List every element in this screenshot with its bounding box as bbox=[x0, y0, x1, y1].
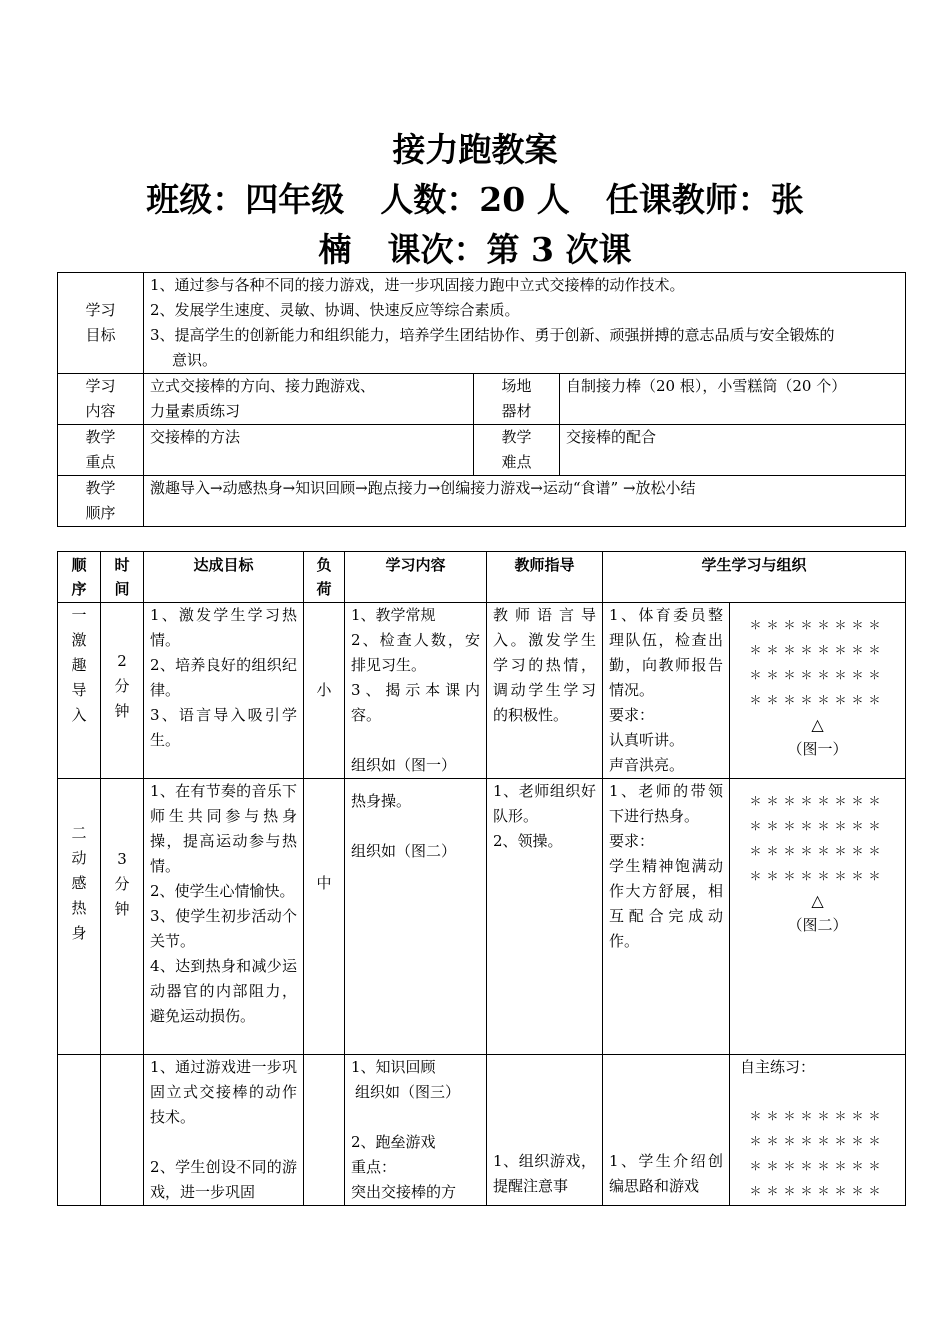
student-formation-row: ＊＊＊＊＊＊＊＊ bbox=[749, 693, 886, 707]
content-row bbox=[58, 374, 906, 425]
order-char: 动 bbox=[71, 849, 87, 867]
row-load bbox=[304, 1055, 345, 1206]
focus-text: 交接棒的方法 bbox=[144, 425, 474, 476]
order-text: 激趣导入→动感热身→知识回顾→跑点接力→创编接力游戏→运动“食谱” →放松小结 bbox=[144, 476, 906, 527]
header-line: 间 bbox=[114, 580, 130, 598]
equip-label bbox=[474, 374, 560, 425]
student-formation-row: ＊＊＊＊＊＊＊＊ bbox=[749, 1109, 886, 1123]
header-time bbox=[101, 552, 144, 603]
header-line: 荷 bbox=[316, 580, 332, 598]
goal-item: 1、在有节奏的音乐下师生共同参与热身操，提高运动参与热情。 bbox=[150, 782, 297, 875]
row-order bbox=[58, 603, 101, 779]
order-char: 导 bbox=[71, 681, 87, 699]
header-content: 学习内容 bbox=[345, 552, 487, 603]
content-item: 组织如（图三） bbox=[355, 1083, 461, 1101]
label-line: 学习 bbox=[85, 377, 116, 395]
teacher-name: 任课教师：张 bbox=[605, 180, 804, 219]
student-formation-row: ＊＊＊＊＊＊＊＊ bbox=[749, 643, 886, 657]
guide-item: 1、老师组织好队形。 bbox=[493, 782, 596, 825]
student-formation-row: ＊＊＊＊＊＊＊＊ bbox=[749, 794, 886, 808]
row-order bbox=[58, 1055, 101, 1206]
label-line: 教学 bbox=[501, 428, 532, 446]
header-guide: 教师指导 bbox=[487, 552, 603, 603]
row-load: 中 bbox=[304, 779, 345, 1055]
header-student: 学生学习与组织 bbox=[603, 552, 906, 603]
row-content bbox=[345, 779, 487, 1055]
header-order bbox=[58, 552, 101, 603]
lesson-plan-table bbox=[57, 551, 906, 1206]
content-item: 突出交接棒的方 bbox=[351, 1183, 457, 1201]
order-char: 一 bbox=[71, 606, 87, 624]
goal-item: 2、发展学生速度、灵敏、协调、快速反应等综合素质。 bbox=[150, 301, 520, 319]
order-char: 激 bbox=[71, 631, 87, 649]
label-line: 重点 bbox=[85, 453, 116, 471]
focus-label bbox=[58, 425, 144, 476]
order-char: 二 bbox=[71, 824, 87, 842]
figure-spacer bbox=[736, 1080, 899, 1104]
goal-item: 3、提高学生的创新能力和组织能力，培养学生团结协作、勇于创新、顽强拼搏的意志品质与安全锻炼的 bbox=[150, 326, 835, 344]
header-line: 时 bbox=[114, 556, 130, 574]
label-line: 器材 bbox=[501, 402, 532, 420]
difficulty-label bbox=[474, 425, 560, 476]
content-line: 立式交接棒的方向、接力跑游戏、 bbox=[150, 377, 376, 395]
table-row bbox=[58, 779, 906, 1055]
table-row bbox=[58, 603, 906, 779]
label-line: 教学 bbox=[85, 479, 116, 497]
student-item: 认真听讲。 bbox=[609, 731, 685, 749]
order-char: 趣 bbox=[71, 656, 87, 674]
class-info-line bbox=[0, 174, 950, 226]
content-item: 2、检查人数，安排见习生。 bbox=[351, 631, 480, 674]
header-goal: 达成目标 bbox=[144, 552, 304, 603]
goal-item: 4、达到热身和减少运动器官的内部阻力，避免运动损伤。 bbox=[150, 957, 297, 1025]
equip-text: 自制接力棒（20 根），小雪糕筒（20 个） bbox=[560, 374, 906, 425]
row-guide: 1、组织游戏，提醒注意事 bbox=[487, 1055, 603, 1206]
content-item: 组织如（图二） bbox=[351, 842, 457, 860]
time-char: 2 bbox=[117, 652, 127, 670]
row-load: 小 bbox=[304, 603, 345, 779]
row-goals bbox=[144, 779, 304, 1055]
figure-label: 自主练习： bbox=[740, 1058, 816, 1076]
row-student bbox=[603, 603, 730, 779]
content-item: 重点： bbox=[351, 1158, 397, 1176]
header-line: 序 bbox=[71, 580, 87, 598]
row-student bbox=[603, 779, 730, 1055]
goal-item: 2、学生创设不同的游戏，进一步巩固 bbox=[150, 1158, 297, 1201]
row-student: 1、学生介绍创编思路和游戏 bbox=[603, 1055, 730, 1206]
student-formation-row: ＊＊＊＊＊＊＊＊ bbox=[749, 844, 886, 858]
teacher-triangle-icon: △ bbox=[811, 891, 824, 910]
goal-spacer bbox=[150, 1130, 297, 1155]
row-time bbox=[101, 1055, 144, 1206]
order-char: 感 bbox=[71, 874, 87, 892]
figure-caption: （图一） bbox=[787, 740, 848, 758]
content-label bbox=[58, 374, 144, 425]
difficulty-text: 交接棒的配合 bbox=[560, 425, 906, 476]
content-item: 1、教学常规 bbox=[351, 606, 436, 624]
teacher-triangle-icon: △ bbox=[811, 715, 824, 734]
content-text bbox=[144, 374, 474, 425]
student-item: 1、老师的带领下进行热身。 bbox=[609, 782, 723, 825]
student-formation-row: ＊＊＊＊＊＊＊＊ bbox=[749, 869, 886, 883]
time-char: 3 bbox=[117, 850, 127, 868]
content-line: 力量素质练习 bbox=[150, 402, 241, 420]
time-char: 钟 bbox=[114, 702, 130, 720]
order-label bbox=[58, 476, 144, 527]
student-formation-row: ＊＊＊＊＊＊＊＊ bbox=[749, 1184, 886, 1198]
student-formation-row: ＊＊＊＊＊＊＊＊ bbox=[749, 618, 886, 632]
student-item: 声音洪亮。 bbox=[609, 756, 685, 774]
page-title: 接力跑教案 bbox=[392, 130, 558, 169]
student-formation-row: ＊＊＊＊＊＊＊＊ bbox=[749, 819, 886, 833]
row-guide: 教师语言导入。激发学生学习的热情，调动学生学习的积极性。 bbox=[487, 603, 603, 779]
lesson-info-line bbox=[0, 224, 950, 276]
time-char: 分 bbox=[114, 677, 130, 695]
goal-item: 1、通过参与各种不同的接力游戏，进一步巩固接力跑中立式交接棒的动作技术。 bbox=[150, 276, 685, 294]
content-item: 组织如（图一） bbox=[351, 756, 457, 774]
student-item: 要求： bbox=[609, 832, 655, 850]
order-char: 热 bbox=[71, 899, 87, 917]
student-item: 学生精神饱满动作大方舒展，相互配合完成动作。 bbox=[609, 857, 723, 950]
goals-text bbox=[144, 273, 906, 374]
content-item: 1、知识回顾 bbox=[351, 1058, 436, 1076]
label-line: 场地 bbox=[501, 377, 532, 395]
goal-item: 意识。 bbox=[172, 351, 218, 369]
content-item: 热身操。 bbox=[351, 792, 412, 810]
goal-item: 2、培养良好的组织纪律。 bbox=[150, 656, 297, 699]
student-item: 1、体育委员整理队伍，检查出勤，向教师报告情况。 bbox=[609, 606, 723, 699]
time-char: 分 bbox=[114, 875, 130, 893]
content-item: 2、跑垒游戏 bbox=[351, 1133, 436, 1151]
goal-item: 2、使学生心情愉快。 bbox=[150, 882, 295, 900]
table-row bbox=[58, 1055, 906, 1206]
label-line: 内容 bbox=[85, 402, 116, 420]
row-order bbox=[58, 779, 101, 1055]
label-line: 目标 bbox=[85, 326, 116, 344]
label-line: 学习 bbox=[85, 301, 116, 319]
student-item: 要求： bbox=[609, 706, 655, 724]
header-load bbox=[304, 552, 345, 603]
row-guide bbox=[487, 779, 603, 1055]
header-line: 顺 bbox=[71, 556, 87, 574]
formation-figure-1 bbox=[730, 603, 906, 779]
row-content bbox=[345, 1055, 487, 1206]
goal-item: 3、使学生初步活动个关节。 bbox=[150, 907, 297, 950]
teacher-name-cont: 楠 bbox=[318, 230, 352, 269]
student-formation-row: ＊＊＊＊＊＊＊＊ bbox=[749, 1134, 886, 1148]
plan-header-row bbox=[58, 552, 906, 603]
goal-item: 3、语言导入吸引学生。 bbox=[150, 706, 297, 749]
content-spacer bbox=[351, 728, 480, 753]
formation-figure-3 bbox=[730, 1055, 906, 1206]
row-goals bbox=[144, 603, 304, 779]
order-char: 身 bbox=[71, 924, 87, 942]
content-spacer bbox=[351, 814, 480, 839]
goals-row bbox=[58, 273, 906, 374]
label-line: 难点 bbox=[501, 453, 532, 471]
student-count: 人数：20 人 bbox=[380, 180, 570, 219]
focus-row bbox=[58, 425, 906, 476]
row-content bbox=[345, 603, 487, 779]
lesson-number: 课次：第 3 次课 bbox=[387, 230, 632, 269]
lesson-info-table bbox=[57, 272, 906, 527]
figure-caption: （图二） bbox=[787, 916, 848, 934]
content-item: 3、揭示本课内容。 bbox=[351, 681, 480, 724]
guide-item: 2、领操。 bbox=[493, 832, 563, 850]
row-time bbox=[101, 603, 144, 779]
time-char: 钟 bbox=[114, 900, 130, 918]
goal-item: 1、激发学生学习热情。 bbox=[150, 606, 297, 649]
label-line: 顺序 bbox=[85, 504, 116, 522]
class-grade: 班级：四年级 bbox=[146, 180, 345, 219]
student-formation-row: ＊＊＊＊＊＊＊＊ bbox=[749, 1159, 886, 1173]
formation-figure-2 bbox=[730, 779, 906, 1055]
row-time bbox=[101, 779, 144, 1055]
header-line: 负 bbox=[316, 556, 332, 574]
label-line: 教学 bbox=[85, 428, 116, 446]
content-spacer bbox=[351, 1105, 480, 1130]
order-char: 入 bbox=[71, 706, 87, 724]
goal-item: 1、通过游戏进一步巩固立式交接棒的动作技术。 bbox=[150, 1058, 297, 1126]
order-row bbox=[58, 476, 906, 527]
student-formation-row: ＊＊＊＊＊＊＊＊ bbox=[749, 668, 886, 682]
row-goals bbox=[144, 1055, 304, 1206]
goals-label bbox=[58, 273, 144, 374]
